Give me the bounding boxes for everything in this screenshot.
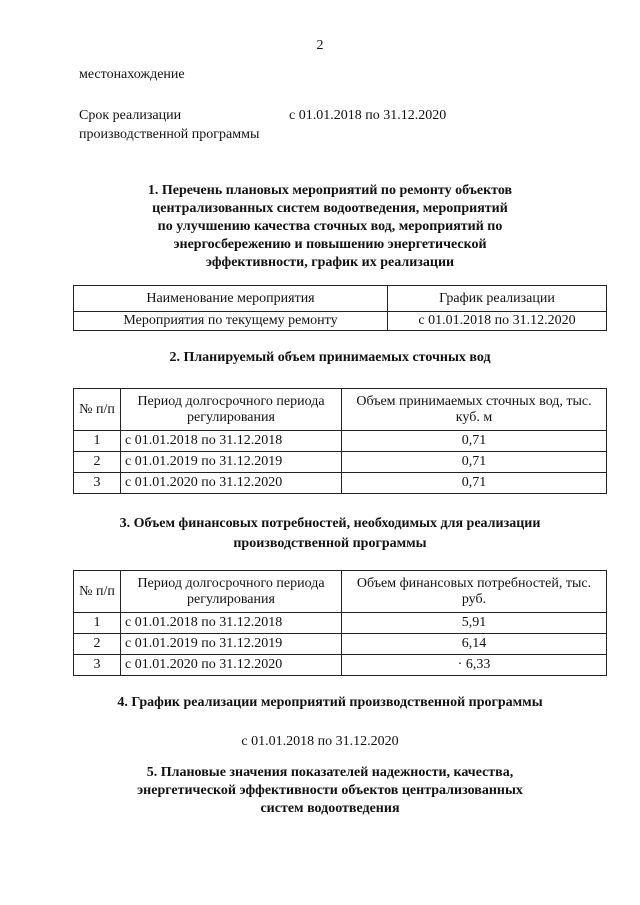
table-cell: 6,14 bbox=[342, 634, 607, 655]
table-cell: с 01.01.2018 по 31.12.2018 bbox=[121, 613, 342, 634]
table-row bbox=[74, 452, 607, 473]
section1-title-line: по улучшению качества сточных вод, мероприятий по bbox=[157, 219, 503, 234]
column-header: Период долгосрочного периода регулирования bbox=[121, 571, 342, 613]
column-header: Объем финансовых потребностей, тыс. руб. bbox=[342, 571, 607, 613]
section3-title bbox=[40, 514, 620, 554]
table-header-row bbox=[74, 571, 607, 613]
section1-table bbox=[73, 285, 607, 331]
table-row bbox=[74, 312, 607, 331]
table-row bbox=[74, 655, 607, 676]
program-term-label-line2: производственной программы bbox=[79, 127, 260, 142]
table-cell: с 01.01.2019 по 31.12.2019 bbox=[121, 634, 342, 655]
table-cell: 5,91 bbox=[342, 613, 607, 634]
section1-title-line: централизованных систем водоотведения, мероприятий bbox=[152, 201, 508, 216]
program-term-label bbox=[79, 106, 259, 144]
section4-value: с 01.01.2018 по 31.12.2020 bbox=[241, 734, 399, 749]
table-cell: 2 bbox=[74, 634, 121, 655]
table-cell: 1 bbox=[74, 613, 121, 634]
section1-title-line: энергосбережению и повышению энергетической bbox=[173, 237, 487, 252]
section1-title-line: 1. Перечень плановых мероприятий по ремонту объектов bbox=[147, 183, 513, 198]
section3-table bbox=[73, 570, 607, 676]
table-cell: 1 bbox=[74, 431, 121, 452]
table-row bbox=[74, 473, 607, 494]
table-cell: 3 bbox=[74, 473, 121, 494]
column-header: Период долгосрочного периода регулирования bbox=[121, 389, 342, 431]
column-header: График реализации bbox=[388, 286, 607, 312]
column-header: № п/п bbox=[74, 571, 121, 613]
table-cell: 0,71 bbox=[342, 473, 607, 494]
section4-title: 4. График реализации мероприятий производственной программы bbox=[117, 695, 543, 710]
section5-title-line: 5. Плановые значения показателей надежности, качества, bbox=[146, 765, 514, 780]
page-number: 2 bbox=[316, 38, 324, 53]
section2-table bbox=[73, 388, 607, 494]
table-cell: 0,71 bbox=[342, 431, 607, 452]
table-cell: с 01.01.2018 по 31.12.2020 bbox=[388, 312, 607, 331]
location-label: местонахождение bbox=[79, 67, 185, 82]
table-cell: · 6,33 bbox=[342, 655, 607, 676]
table-row bbox=[74, 634, 607, 655]
table-row bbox=[74, 431, 607, 452]
program-term-value: с 01.01.2018 по 31.12.2020 bbox=[289, 108, 447, 123]
program-term-label-line1: Срок реализации bbox=[79, 108, 182, 123]
section2-title: 2. Планируемый объем принимаемых сточных вод bbox=[169, 350, 491, 365]
section5-title-line: систем водоотведения bbox=[260, 801, 400, 816]
table-cell: с 01.01.2020 по 31.12.2020 bbox=[121, 473, 342, 494]
table-cell: 2 bbox=[74, 452, 121, 473]
section3-title-line: 3. Объем финансовых потребностей, необходимых для реализации bbox=[119, 516, 541, 531]
table-cell: с 01.01.2020 по 31.12.2020 bbox=[121, 655, 342, 676]
table-row bbox=[74, 613, 607, 634]
column-header: Наименование мероприятия bbox=[74, 286, 388, 312]
table-header-row bbox=[74, 389, 607, 431]
table-cell: с 01.01.2019 по 31.12.2019 bbox=[121, 452, 342, 473]
section3-title-line: производственной программы bbox=[233, 536, 427, 551]
table-cell: 0,71 bbox=[342, 452, 607, 473]
column-header: № п/п bbox=[74, 389, 121, 431]
table-cell: с 01.01.2018 по 31.12.2018 bbox=[121, 431, 342, 452]
section5-title-line: энергетической эффективности объектов централизованных bbox=[137, 783, 523, 798]
table-header-row bbox=[74, 286, 607, 312]
column-header: Объем принимаемых сточных вод, тыс. куб. м bbox=[342, 389, 607, 431]
section1-title bbox=[60, 182, 600, 272]
section1-title-line: эффективности, график их реализации bbox=[205, 255, 455, 270]
table-cell: 3 bbox=[74, 655, 121, 676]
table-cell: Мероприятия по текущему ремонту bbox=[74, 312, 388, 331]
section5-title bbox=[60, 764, 600, 818]
